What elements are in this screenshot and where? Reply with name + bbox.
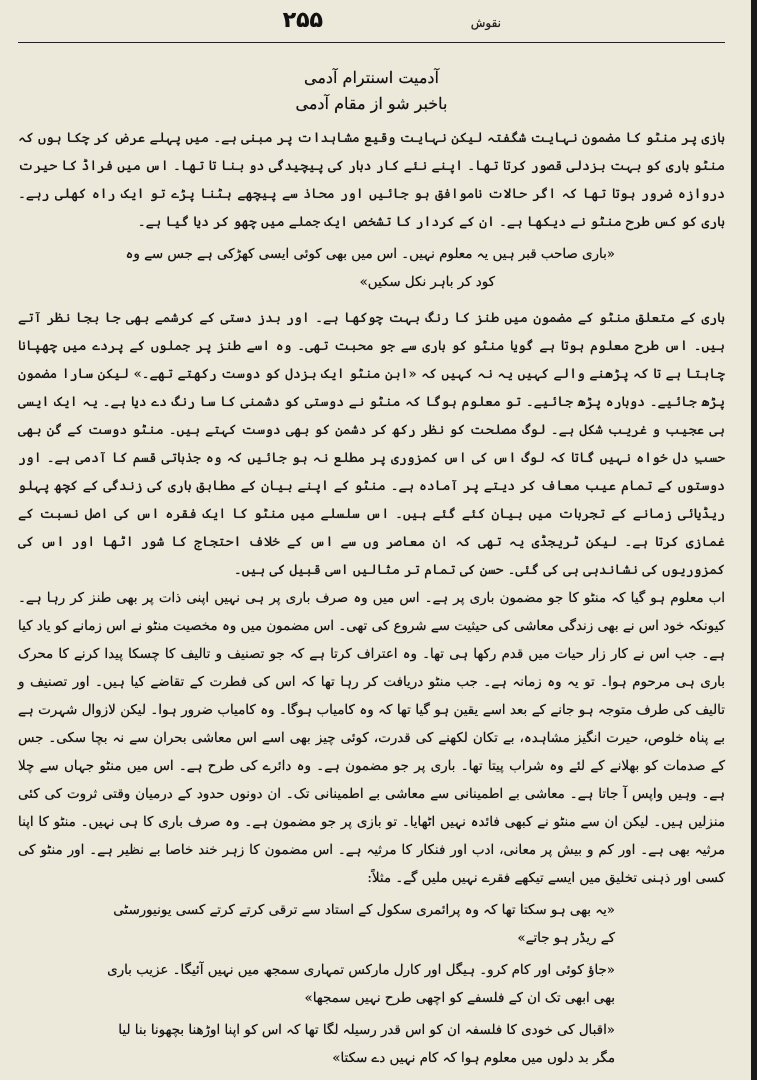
title-line-1: آدمیت اسنترام آدمی: [303, 68, 439, 87]
quote-3: [18, 957, 725, 1013]
quote-4-line-1: «اقبال کی خودی کا فلسفہ ان کو اس قدر رسیلہ لگا تھا کہ اس کو اپنا اوڑھنا بچھونا بنا لیا: [118, 1023, 615, 1038]
quote-3-line-1: «جاؤ کوئی اور کام کرو۔ ہیگل اور کارل مارکس تمہاری سمجھ میں نہیں آئیگا۔ عزیب باری: [107, 963, 615, 978]
body-paragraph-1: بازی پر منٹو کا مضمون نہایت شگفتہ لیکن نہایت وقیع مشاہدات پر مبنی ہے۔ میں پہلے عرض کر چکا ہوں کہ منٹو باری کو بہت بزدلی قصور کرتا تھا۔ اپنے نئے کار دبار کی پیچیدگی دو بنا تا تھا۔ اس میں فراڈ کا حیرت دروازہ ضرور ہوتا تھا کہ اگر حالات ناموافق ہو جائیں اور محاذ سے پیچھے ہٹنا پڑے تو ایک راہ کھلی رہے۔ باری کو کس طرح منٹو نے دیکھا ہے۔ ان کے کردار کا تشخص ایک جملے میں چھو کر دیا گیا ہے۔: [18, 131, 725, 230]
quote-1-line-2: کود کر باہر نکل سکیں»: [359, 275, 495, 290]
page-number: ۲۵۵: [277, 8, 329, 33]
quote-2-line-1: «یہ بھی ہو سکتا تھا کہ وہ پرائمری سکول کے استاد سے ترقی کرتے کرتے کسی یونیورسٹی: [113, 903, 615, 918]
body-paragraph-2: باری کے متعلق منٹو کے مضمون میں طنز کا رنگ بہت چوکھا ہے۔ اور بدز دستی کے کرشمے بھی جا بجا نظر آتے ہیں۔ اس طرح معلوم ہوتا ہے گویا منٹو کو باری سے جو محبت تھی۔ وہ اسے طنز پر جملوں کے پردے میں چھپانا چاہتا ہے تا کہ پڑھنے والے کہیں یہ نہ کہیں کہ «ابن منٹو ایک بزدل کو دوست رکھتے تھے۔» لیکن سارا مضمون پڑھ جائیے۔ دوبارہ پڑھ جائیے۔ تو معلوم ہوگا کہ منٹو نے دوستی کو دشمنی کا سا رنگ دے دیا ہے۔ یہ ایک ایسی ہی عجیب و غریب شکل ہے۔ لوگ مصلحت کو نظر رکھ کر دشمن کو بھی دوست کہتے ہیں۔ منٹو دوست کے گن بھی حسبِ دل خواہ نہیں گاتا کہ لوگ اس کی اس کمزوری پر مطلع نہ ہو جائیں کہ وہ جذباتی قسم کا آدمی ہے۔ اور دوستوں کے تمام عیب معاف کر دیتے پر آمادہ ہے۔ منٹو کے اپنے بیان کے مطابق باری کی زندگی کے کچھ پہلو ریڈیائی زمانے کے تجربات میں بیان کئے گئے ہیں۔ اس سلسلے میں منٹو کا ایک فقرہ اس کی اصل نسبت کے غمازی کرتا ہے۔ لیکن ٹریجڈی یہ تھی کہ ان معاصر وں سے اس کے خلاف احتجاج کا شور اٹھا اور اس کی کمزوریوں کی نشاندہی ہی کی گئی۔ حسن کی تمام تر مثالیں اسی قبیل کی ہیں۔: [18, 311, 725, 578]
body-paragraphs-2-block: [18, 305, 725, 893]
essay-titles: [18, 65, 725, 117]
quote-4-line-2: مگر بد دلوں میں معلوم ہوا کہ کام نہیں دے سکتا»: [332, 1051, 615, 1066]
body-paragraph-3: اب معلوم ہو گیا کہ منٹو کا جو مضمون باری پر ہے۔ اس میں وہ صرف باری پر ہی نہیں اپنی ذات پر بھی طنز کر رہا ہے۔ کیونکہ خود اس نے بھی زندگی معاشی کی حیثیت سے شروع کی تھی۔ اس مضمون میں وہ مخصیت منٹو نے اس زمانے کو یاد کیا ہے۔ جب اس نے کار زار حیات میں قدم رکھا ہی تھا۔ وہ اعتراف کرتا ہے کہ جو تصنیف و تالیف کا چسکا پیدا کرنے کا محرک باری ہی مرحوم ہوا۔ تو یہ وہ زمانہ ہے۔ جب منٹو دریافت کر رہا تھا کہ اس کی فطرت کے تقاضے کیا ہیں۔ اور تصنیف و تالیف کی طرف متوجہ ہو جانے کے بعد اسے یقین ہو گیا تھا کہ وہ کامیاب ہوگا۔ وہ کامیاب ضرور ہوا۔ لیکن لازوال شہرت ہے بے پناہ خلوص، حیرت انگیز مشاہدہ، بے تکان لکھنے کی قدرت، کوئی چیز بھی اسے اس معاشی بحران سے نہ بچا سکی۔ جس کے صدمات کو بھلانے کے لئے وہ شراب پیتا تھا۔ باری پر جو مضمون ہے۔ وہ دائرے کی طرح ہے۔ اس میں منٹو جہاں سے چلا ہے۔ وہیں واپس آ جاتا ہے۔ معاشی بے اطمینانی سے معاشی بے اطمینانی تک۔ ان دونوں حدود کے درمیان وقتی ثروت کی کئی منزلیں ہیں۔ لیکن ان سے منٹو نے کبھی فائدہ نہیں اٹھایا۔ تو بازی پر جو مضمون ہے۔ وہ صرف باری کا ہی نہیں۔ منٹو کا اپنا مرثیہ بھی ہے۔ اور کم و بیش پر معانی، ادب اور فنکار کا مرثیہ ہے۔ اس مضمون کا زہر خند خاصا بے نظیر ہے۔ اور منٹو کی کسی اور ذہنی تخلیق میں ایسے تیکھے فقرے نہیں ملیں گے۔ مثلاً:: [18, 591, 725, 886]
quote-2-line-2: کے ریڈر ہو جاتے»: [517, 931, 615, 946]
body-paragraph-1-block: [18, 125, 725, 237]
title-line-2: باخبر شو از مقام آدمی: [295, 94, 448, 113]
quote-1: [18, 241, 725, 297]
quote-3-line-2: بھی ابھی تک ان کے فلسفے کو اچھی طرح نہیں سمجھا»: [304, 991, 615, 1006]
quote-1-line-1: «باری صاحب قبر ہیں یہ معلوم نہیں۔ اس میں بھی کوئی ایسی کھڑکی ہے جس سے وہ: [125, 247, 615, 262]
quote-2: [18, 897, 725, 953]
quote-4: [18, 1017, 725, 1073]
running-head: نقوش: [467, 16, 505, 30]
page-header: [18, 8, 725, 43]
